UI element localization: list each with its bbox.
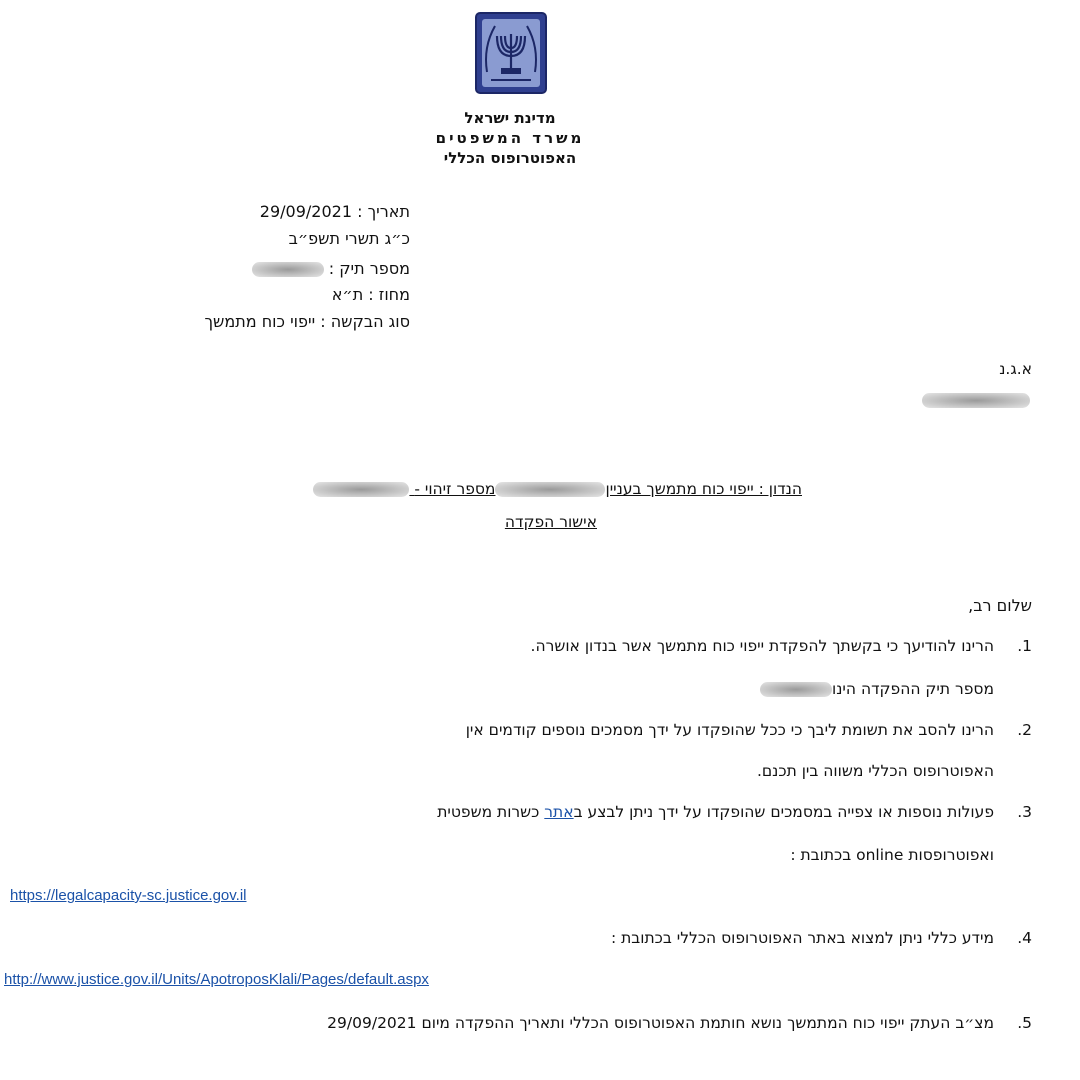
meta-district: מחוז : ת״א: [331, 285, 410, 304]
apotropos-link[interactable]: http://www.justice.gov.il/Units/ApotroposKlali/Pages/default.aspx: [4, 971, 429, 988]
greeting: שלום רב,: [968, 596, 1032, 615]
item-2-continuation: האפוטרופוס הכללי משווה בין תכנם.: [756, 762, 994, 780]
item-2-text: הרינו להסב את תשומת ליבך כי ככל שהופקדו על ידך מסמכים נוספים קודמים אין: [465, 721, 994, 739]
meta-request-type: סוג הבקשה : ייפוי כוח מתמשך: [204, 312, 410, 331]
subject-id-label: מספר זיהוי -: [414, 480, 496, 498]
item-3-number: 3.: [1017, 803, 1032, 821]
item-5-text: מצ״ב העתק ייפוי כוח המתמשך נושא חותמת האפוטרופוס הכללי ותאריך ההפקדה מיום 29/09/2021: [327, 1014, 994, 1032]
redacted-name: [495, 482, 605, 497]
ministry-header: [340, 108, 680, 168]
item-3-text: [437, 803, 994, 821]
item-2-number: 2.: [1017, 721, 1032, 739]
redacted-deposit-number: [760, 682, 832, 697]
redacted-id-number: [313, 482, 409, 497]
redacted-recipient-name: [922, 390, 1030, 409]
item-4-number: 4.: [1017, 929, 1032, 947]
item-3-continuation: ואפוטרופסות online בכתובת :: [790, 846, 994, 864]
file-number-label: מספר תיק :: [328, 259, 410, 278]
redacted-file-number: [252, 262, 324, 277]
item-1-number: 1.: [1017, 637, 1032, 655]
header-department: האפוטרופוס הכללי: [443, 149, 577, 167]
salutation: א.ג.נ: [999, 360, 1032, 378]
header-ministry: משרד המשפטים: [435, 129, 585, 147]
header-state: מדינת ישראל: [464, 109, 556, 127]
item-4-text: מידע כללי ניתן למצוא באתר האפוטרופוס הכללי בכתובת :: [610, 929, 994, 947]
approval-title: אישור הפקדה: [504, 513, 597, 531]
legal-capacity-link[interactable]: https://legalcapacity-sc.justice.gov.il: [10, 887, 247, 904]
item-3-text-after: כשרות משפטית: [437, 803, 545, 821]
meta-file-number: [252, 259, 410, 278]
item-3-text-before: פעולות נוספות או צפייה במסמכים שהופקדו על ידך ניתן לבצע ב: [573, 803, 994, 821]
subject-text: הנדון : ייפוי כוח מתמשך בעניין: [605, 480, 802, 498]
meta-hebrew-date: כ״ג תשרי תשפ״ב: [288, 229, 410, 248]
state-emblem: [475, 12, 547, 94]
deposit-file-label: מספר תיק ההפקדה הינו: [832, 680, 994, 698]
subject-line: [313, 480, 802, 498]
item-5-number: 5.: [1017, 1014, 1032, 1032]
item-1-text: הרינו להודיעך כי בקשתך להפקדת ייפוי כוח מתמשך אשר בנדון אושרה.: [530, 637, 994, 655]
meta-date: תאריך : 29/09/2021: [259, 202, 410, 221]
deposit-file-number: [760, 680, 994, 698]
site-link[interactable]: אתר: [544, 803, 574, 821]
